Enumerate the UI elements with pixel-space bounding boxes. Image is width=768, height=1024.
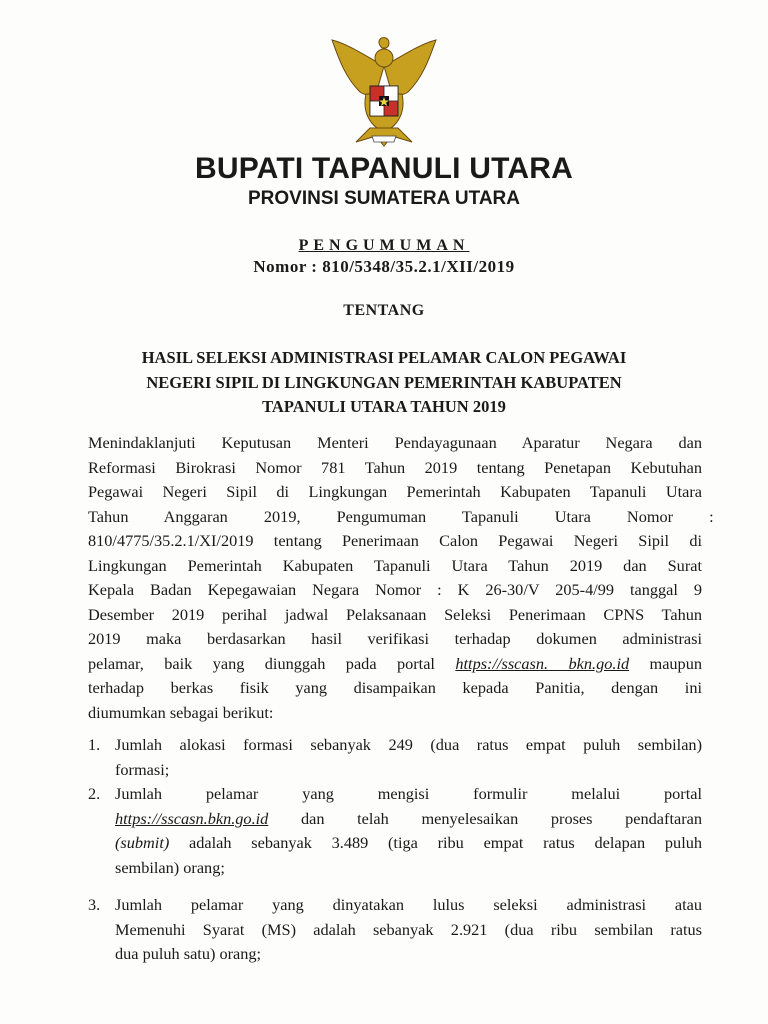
list-number: 3.: [88, 895, 101, 914]
province-title: PROVINSI SUMATERA UTARA: [248, 188, 520, 209]
body-line: pelamar, baik yang diunggah pada portal https://sscasn. bkn.go.id maupun: [88, 653, 702, 673]
body-line: Tahun Anggaran 2019, Pengumuman Tapanuli Utara Nomor :: [88, 506, 714, 526]
announcement-title: [0, 346, 768, 420]
body-line: Menindaklanjuti Keputusan Menteri Pendayagunaan Aparatur Negara dan: [88, 433, 702, 452]
body-line: Reformasi Birokrasi Nomor 781 Tahun 2019 tentang Penetapan Kebutuhan: [88, 457, 702, 477]
office-title: BUPATI TAPANULI UTARA: [194, 152, 574, 185]
body-line: Kepala Badan Kepegawaian Negara Nomor : K 26-30/V 205-4/99 tanggal 9: [88, 580, 702, 599]
list-item: 1. Jumlah alokasi formasi sebanyak 249 (dua ratus empat puluh sembilan) formasi;: [88, 735, 702, 779]
body-line: terhadap berkas fisik yang disampaikan kepada Panitia, dengan ini: [88, 678, 702, 697]
body-line: 810/4775/35.2.1/XI/2019 tentang Penerimaan Calon Pegawai Negeri Sipil di: [88, 531, 702, 550]
announcement-number: Nomor : 810/5348/35.2.1/XII/2019: [253, 257, 515, 276]
body-line: diumumkan sebagai berikut:: [88, 702, 274, 722]
list-item: 3. Jumlah pelamar yang dinyatakan lulus seleksi administrasi atau Memenuhi Syarat (MS) adalah sebanyak 2.921 (dua ribu sembilan ratus dua puluh satu) orang;: [88, 895, 702, 963]
body-line: 2019 maka berdasarkan hasil verifikasi terhadap dokumen administrasi: [88, 629, 702, 648]
title-line: NEGERI SIPIL DI LINGKUNGAN PEMERINTAH KABUPATEN: [146, 372, 622, 392]
announcement-label: PENGUMUMAN: [298, 237, 470, 254]
sscasn-link[interactable]: https://sscasn.bkn.go.id: [115, 808, 269, 828]
title-line: HASIL SELEKSI ADMINISTRASI PELAMAR CALON PEGAWAI: [141, 348, 627, 367]
about-heading: TENTANG: [343, 302, 425, 319]
body-line: Pegawai Negeri Sipil di Lingkungan Pemerintah Kabupaten Tapanuli Utara: [88, 482, 702, 501]
body-line: Desember 2019 perihal jadwal Pelaksanaan Seleksi Penerimaan CPNS Tahun: [88, 604, 702, 624]
list-item: 2. Jumlah pelamar yang mengisi formulir melalui portal https://sscasn.bkn.go.id dan telah menyelesaikan proses pendaftaran (submit) adalah sebanyak 3.489 (tiga ribu empat ratus delapan puluh sembilan) orang;: [88, 784, 702, 877]
list-number: 2.: [88, 784, 101, 803]
title-line: TAPANULI UTARA TAHUN 2019: [262, 397, 506, 416]
sscasn-link[interactable]: https://sscasn. bkn.go.id: [455, 653, 630, 673]
body-paragraph: [88, 431, 714, 725]
garuda-emblem-icon: [326, 36, 442, 148]
body-line: Lingkungan Pemerintah Kabupaten Tapanuli Utara Tahun 2019 dan Surat: [88, 555, 702, 575]
list-number: 1.: [88, 735, 101, 754]
